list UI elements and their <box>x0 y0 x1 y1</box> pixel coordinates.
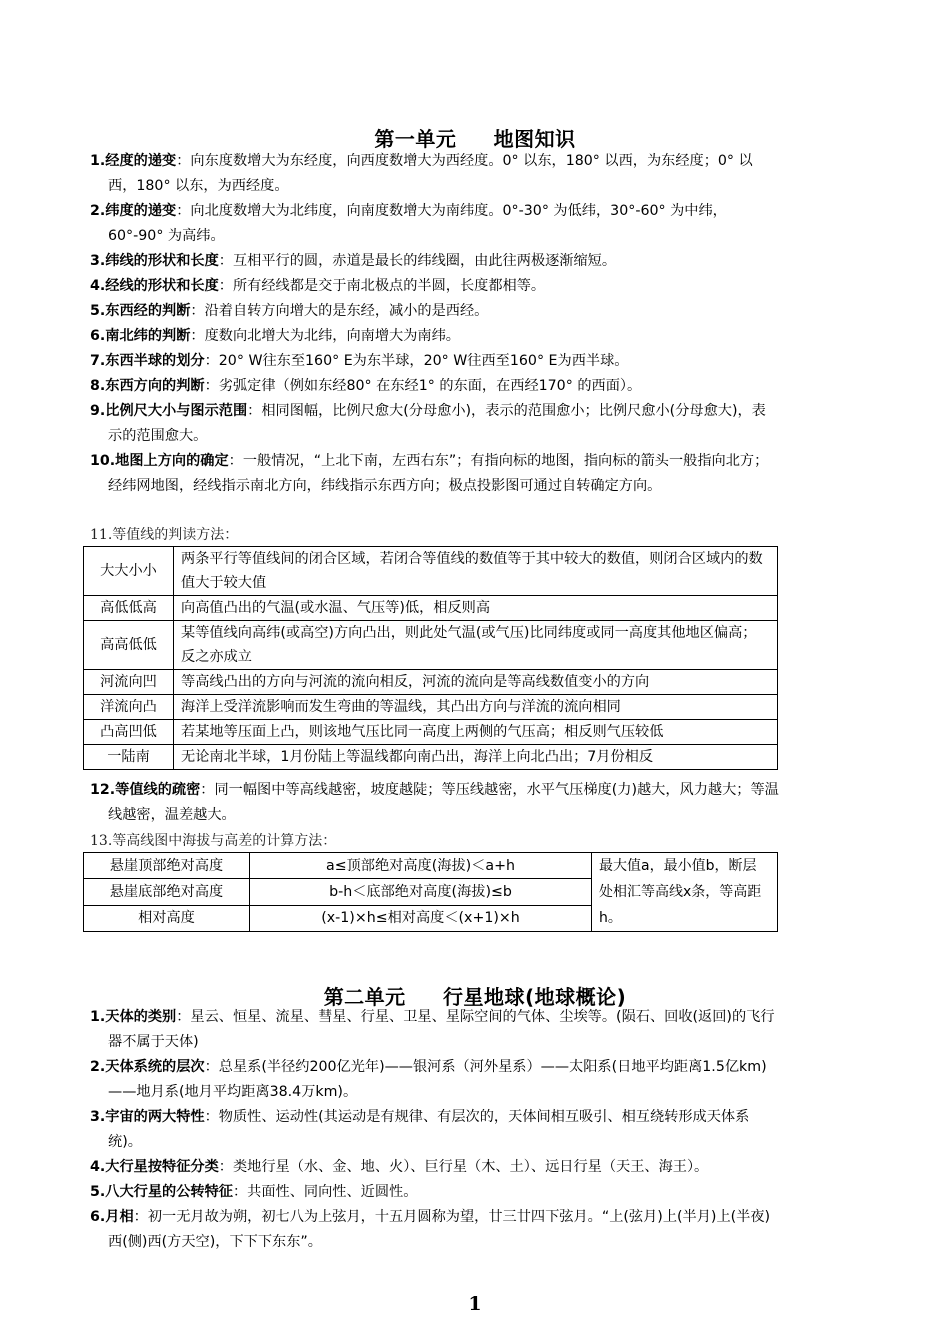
list-item: 8.东西方向的判断：劣弧定律（例如东经80° 在东经1° 的东面，在西经170° 的西面）。 <box>90 378 642 394</box>
list-item: 6.南北纬的判断：度数向北增大为北纬，向南增大为南纬。 <box>90 328 460 344</box>
table-row <box>84 853 778 879</box>
table-cell: 悬崖底部绝对高度 <box>84 879 250 905</box>
unit2-items <box>90 1005 780 1255</box>
table-row <box>84 745 778 770</box>
list-item: 4.经线的形状和长度：所有经线都是交于南北极点的半圆，长度都相等。 <box>90 278 546 294</box>
table-cell: 高高低低 <box>84 621 174 670</box>
table-cell: 某等值线向高纬(或高空)方向凸出，则此处气温(或气压)比同纬度或同一高度其他地区偏高；反之亦成立 <box>174 621 778 670</box>
table-cell: a≤顶部绝对高度(海拔)＜a+h <box>250 853 592 879</box>
list-item: 3.纬线的形状和长度：互相平行的圆，赤道是最长的纬线圈，由此往两极逐渐缩短。 <box>90 253 617 269</box>
unit2-title: 第二单元 行星地球(地球概论) <box>323 985 627 1009</box>
table-cell: 河流向凹 <box>84 670 174 695</box>
table11-caption: 11.等值线的判读方法： <box>90 527 239 543</box>
table-cell: 洋流向凸 <box>84 695 174 720</box>
unit1-title: 第一单元 地图知识 <box>374 127 576 151</box>
table-cell: 相对高度 <box>84 905 250 931</box>
page-number: 1 <box>468 1293 482 1315</box>
table-cell: 悬崖顶部绝对高度 <box>84 853 250 879</box>
table-cell: 大大小小 <box>84 547 174 596</box>
list-item: 12.等值线的疏密：同一幅图中等高线越密，坡度越陡；等压线越密，水平气压梯度(力)越大，风力越大；等温线越密，温差越大。 <box>90 782 779 823</box>
contour-reading-table <box>83 546 778 770</box>
table-row <box>84 720 778 745</box>
list-item: 3.宇宙的两大特性：物质性、运动性(其运动是有规律、有层次的，天体间相互吸引、相互绕转形成天体系统)。 <box>90 1109 750 1150</box>
list-item: 5.东西经的判断：沿着自转方向增大的是东经，减小的是西经。 <box>90 303 489 319</box>
list-item: 6.月相：初一无月故为朔，初七八为上弦月，十五月圆称为望，廿三廿四下弦月。“上(弦月)上(半月)上(半夜)西(侧)西(方天空)，下下下东东”。 <box>90 1209 771 1250</box>
list-item: 7.东西半球的划分：20° W往东至160° E为东半球，20° W往西至160° E为西半球。 <box>90 353 629 369</box>
table-note-cell: 最大值a，最小值b，断层处相汇等高线x条，等高距h。 <box>592 853 778 932</box>
unit1-items <box>90 149 780 499</box>
list-item: 4.大行星按特征分类：类地行星（水、金、地、火）、巨行星（木、土）、远日行星（天王、海王）。 <box>90 1159 709 1175</box>
table-cell: 海洋上受洋流影响而发生弯曲的等温线，其凸出方向与洋流的流向相同 <box>174 695 778 720</box>
table-cell: 一陆南 <box>84 745 174 770</box>
table-row <box>84 695 778 720</box>
table-row <box>84 621 778 670</box>
table-cell: 无论南北半球，1月份陆上等温线都向南凸出，海洋上向北凸出；7月份相反 <box>174 745 778 770</box>
table-row <box>84 596 778 621</box>
table-cell: 若某地等压面上凸，则该地气压比同一高度上两侧的气压高；相反则气压较低 <box>174 720 778 745</box>
list-item: 5.八大行星的公转特征：共面性、同向性、近圆性。 <box>90 1184 418 1200</box>
table-cell: 凸高凹低 <box>84 720 174 745</box>
table-cell: 向高值凸出的气温(或水温、气压等)低，相反则高 <box>174 596 778 621</box>
table-row <box>84 547 778 596</box>
table13-caption: 13.等高线图中海拔与高差的计算方法： <box>90 833 337 849</box>
table-row <box>84 670 778 695</box>
table-cell: 等高线凸出的方向与河流的流向相反，河流的流向是等高线数值变小的方向 <box>174 670 778 695</box>
table-cell: b-h＜底部绝对高度(海拔)≤b <box>250 879 592 905</box>
list-item: 10.地图上方向的确定：一般情况，“上北下南，左西右东”；有指向标的地图，指向标的箭头一般指向北方；经纬网地图，经线指示南北方向，纬线指示东西方向；极点投影图可通过自转确定方向。 <box>90 453 769 494</box>
list-item: 2.纬度的递变：向北度数增大为北纬度，向南度数增大为南纬度。0°-30° 为低纬，30°-60° 为中纬，60°-90° 为高纬。 <box>90 203 727 244</box>
table-cell: (x-1)×h≤相对高度＜(x+1)×h <box>250 905 592 931</box>
table-cell: 高低低高 <box>84 596 174 621</box>
unit1-item12 <box>90 778 780 828</box>
elevation-calc-table <box>83 852 778 932</box>
table-cell: 两条平行等值线间的闭合区域，若闭合等值线的数值等于其中较大的数值，则闭合区域内的数值大于较大值 <box>174 547 778 596</box>
list-item: 9.比例尺大小与图示范围：相同图幅，比例尺愈大(分母愈小)，表示的范围愈小；比例尺愈小(分母愈大)，表示的范围愈大。 <box>90 403 766 444</box>
list-item: 1.经度的递变：向东度数增大为东经度，向西度数增大为西经度。0° 以东，180° 以西，为东经度；0° 以西，180° 以东，为西经度。 <box>90 153 753 194</box>
list-item: 1.天体的类别：星云、恒星、流星、彗星、行星、卫星、星际空间的气体、尘埃等。(陨石、回收(返回)的飞行器不属于天体) <box>90 1009 775 1050</box>
list-item: 2.天体系统的层次：总星系(半径约200亿光年)——银河系（河外星系）——太阳系(日地平均距离1.5亿km)——地月系(地月平均距离38.4万km)。 <box>90 1059 767 1100</box>
